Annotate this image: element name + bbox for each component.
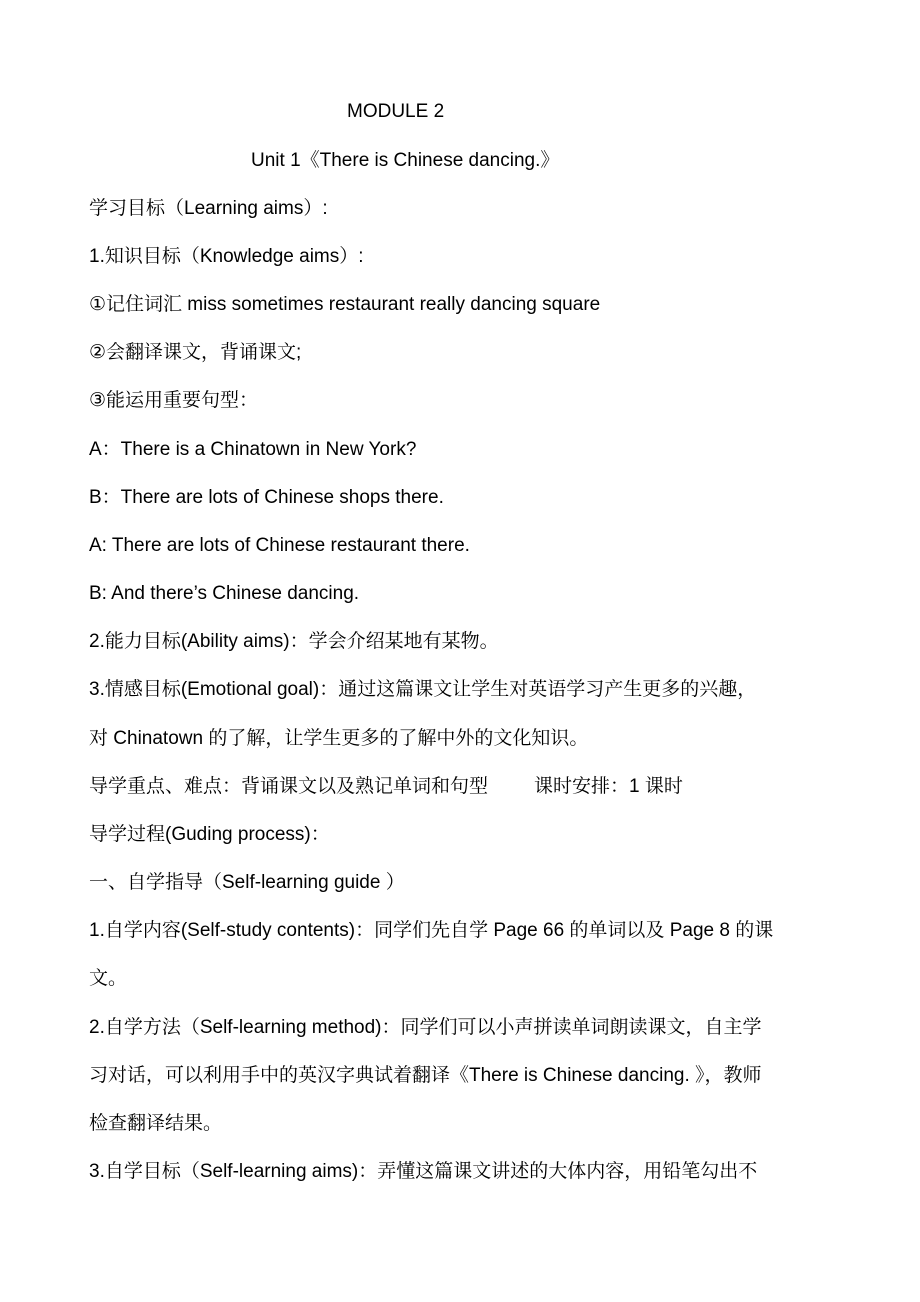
- guiding-process-heading: 导学过程(Guding process)：: [89, 824, 330, 845]
- learning-aims-heading: 学习目标（Learning aims）:: [89, 198, 328, 219]
- self-learning-method-end: 检查翻译结果。: [89, 1113, 223, 1134]
- dialogue-line: A: There are lots of Chinese restaurant there.: [89, 535, 470, 556]
- knowledge-aims-heading: 1.知识目标（Knowledge aims）:: [89, 246, 364, 267]
- vocabulary-item: ①记住词汇 miss sometimes restaurant really dancing square: [89, 294, 601, 315]
- dialogue-line: B：There are lots of Chinese shops there.: [89, 487, 444, 508]
- emotional-goal-continued: 对 Chinatown 的了解，让学生更多的了解中外的文化知识。: [89, 728, 589, 749]
- dialogue-line: B: And there’s Chinese dancing.: [89, 583, 360, 604]
- self-learning-guide-heading: 一、自学指导（Self-learning guide ）: [89, 872, 405, 893]
- dialogue-line: A：There is a Chinatown in New York?: [89, 439, 417, 460]
- key-points: 导学重点、难点：背诵课文以及熟记单词和句型: [89, 776, 489, 797]
- emotional-goal: 3.情感目标(Emotional goal)：通过这篇课文让学生对英语学习产生更多的兴趣，: [89, 679, 757, 700]
- class-schedule: 课时安排：1 课时: [534, 776, 683, 797]
- self-learning-aims: 3.自学目标（Self-learning aims)：弄懂这篇课文讲述的大体内容，用铅笔勾出不: [89, 1161, 758, 1182]
- unit-title: Unit 1《There is Chinese dancing.》: [251, 150, 560, 171]
- sentence-patterns-item: ③能运用重要句型：: [89, 390, 259, 411]
- self-study-contents: 1.自学内容(Self-study contents)：同学们先自学 Page 66 的单词以及 Page 8 的课: [89, 920, 774, 941]
- ability-aims: 2.能力目标(Ability aims)：学会介绍某地有某物。: [89, 631, 499, 652]
- self-learning-method: 2.自学方法（Self-learning method)：同学们可以小声拼读单词朗读课文，自主学: [89, 1017, 762, 1038]
- key-points-line: [89, 774, 683, 800]
- self-learning-method-continued: 习对话，可以利用手中的英汉字典试着翻译《There is Chinese dancing. 》，教师: [89, 1065, 762, 1086]
- translate-item: ②会翻译课文，背诵课文;: [89, 342, 302, 363]
- module-title: MODULE 2: [347, 101, 445, 122]
- self-study-contents-continued: 文。: [89, 968, 128, 989]
